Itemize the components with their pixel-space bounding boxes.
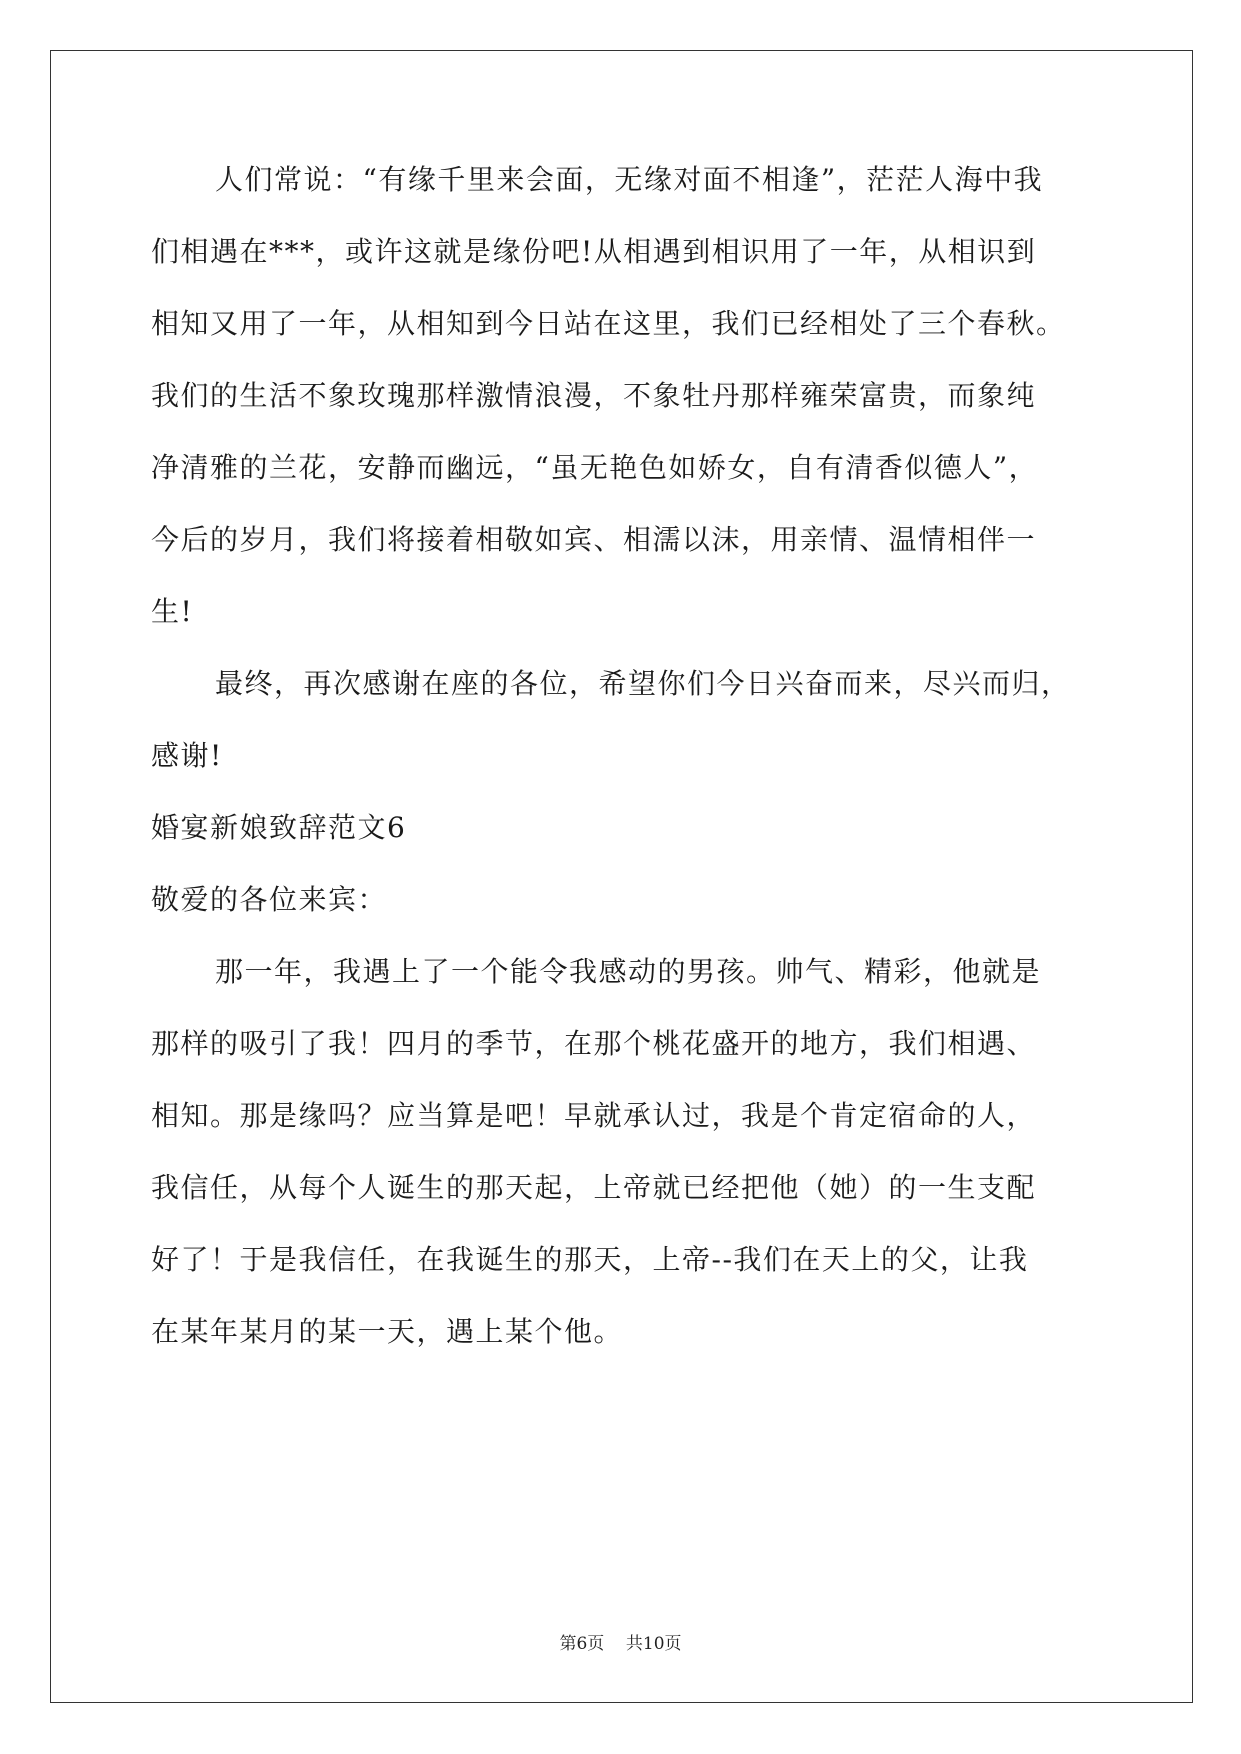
- text-line: 我们的生活不象玫瑰那样激情浪漫，不象牡丹那样雍荣富贵，而象纯: [151, 379, 1037, 412]
- text-line: 感谢!: [151, 739, 223, 772]
- text-line: 最终，再次感谢在座的各位，希望你们今日兴奋而来，尽兴而归，: [215, 667, 1071, 700]
- text-line: 们相遇在***，或许这就是缘份吧!从相遇到相识用了一年，从相识到: [151, 235, 1037, 268]
- text-line: 相知又用了一年，从相知到今日站在这里，我们已经相处了三个春秋。: [151, 307, 1066, 340]
- page-total: 共10页: [625, 1634, 682, 1654]
- text-line: 我信任，从每个人诞生的那天起，上帝就已经把他（她）的一生支配: [151, 1171, 1037, 1204]
- page-number: 第6页: [559, 1634, 605, 1654]
- text-line: 人们常说：“有缘千里来会面，无缘对面不相逢”，茫茫人海中我: [215, 163, 1044, 196]
- text-line: 那样的吸引了我！四月的季节，在那个桃花盛开的地方，我们相遇、: [151, 1027, 1037, 1060]
- text-line: 净清雅的兰花，安静而幽远，“虽无艳色如娇女，自有清香似德人”，: [151, 451, 1039, 484]
- text-line: 好了！于是我信任，在我诞生的那天，上帝--我们在天上的父，让我: [151, 1243, 1029, 1276]
- text-line: 那一年，我遇上了一个能令我感动的男孩。帅气、精彩，他就是: [215, 955, 1042, 988]
- salutation: 敬爱的各位来宾：: [151, 883, 388, 916]
- text-line: 今后的岁月，我们将接着相敬如宾、相濡以沫，用亲情、温情相伴一: [151, 523, 1037, 556]
- text-line: 生!: [151, 595, 194, 628]
- page-footer: [0, 1632, 1241, 1656]
- page-border: [50, 50, 1193, 1703]
- text-line: 相知。那是缘吗？应当算是吧！早就承认过，我是个肯定宿命的人，: [151, 1099, 1037, 1132]
- text-line: 在某年某月的某一天，遇上某个他。: [151, 1315, 624, 1348]
- section-heading: 婚宴新娘致辞范文6: [151, 811, 407, 844]
